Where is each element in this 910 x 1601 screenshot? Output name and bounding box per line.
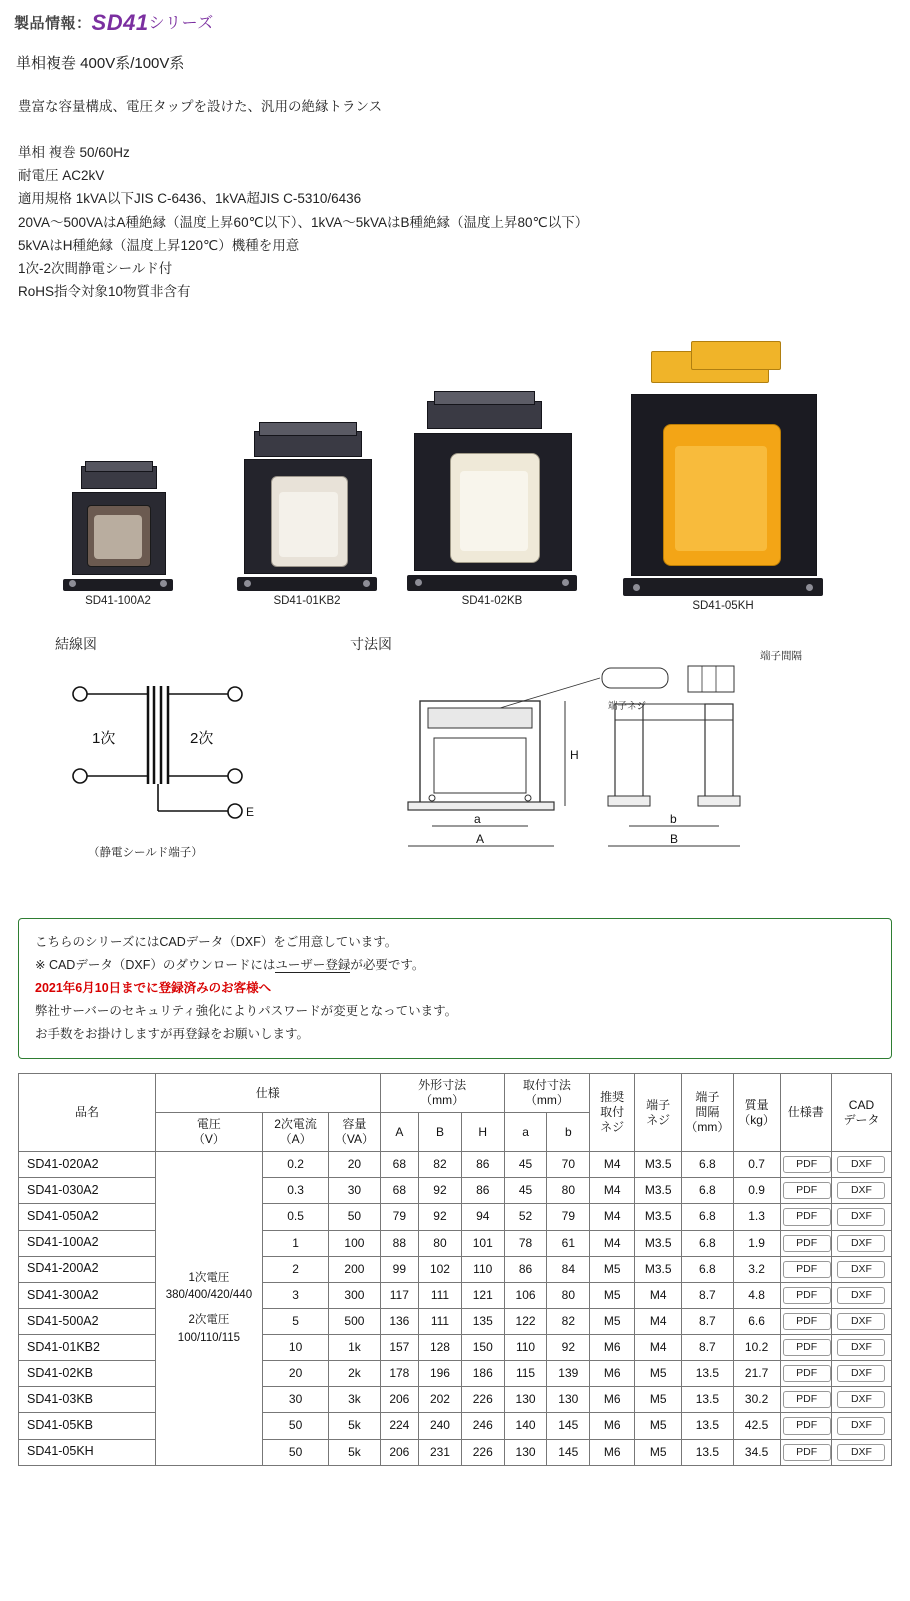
cell-weight: 0.9 [733, 1178, 780, 1204]
cell-a: 86 [504, 1256, 547, 1282]
dxf-button[interactable]: DXF [837, 1391, 885, 1408]
dxf-button[interactable]: DXF [837, 1208, 885, 1225]
pdf-button[interactable]: PDF [783, 1417, 831, 1434]
cell-b: 92 [547, 1335, 590, 1361]
cell-capacity: 30 [329, 1178, 380, 1204]
cell-current: 30 [262, 1387, 328, 1413]
cell-pitch: 6.8 [682, 1256, 733, 1282]
cell-name: SD41-500A2 [19, 1308, 156, 1334]
cell-B: 202 [419, 1387, 462, 1413]
cell-name: SD41-200A2 [19, 1256, 156, 1282]
transformer-image [623, 346, 823, 596]
cell-pitch: 6.8 [682, 1204, 733, 1230]
cell-pdf[interactable] [780, 1361, 831, 1387]
cell-pitch: 13.5 [682, 1387, 733, 1413]
cell-pdf[interactable] [780, 1439, 831, 1465]
cell-weight: 0.7 [733, 1152, 780, 1178]
cell-current: 50 [262, 1413, 328, 1439]
cell-capacity: 100 [329, 1230, 380, 1256]
cell-b: 145 [547, 1439, 590, 1465]
dxf-button[interactable]: DXF [837, 1235, 885, 1252]
cell-capacity: 50 [329, 1204, 380, 1230]
cell-pdf[interactable] [780, 1256, 831, 1282]
cell-pitch: 6.8 [682, 1178, 733, 1204]
user-registration-link[interactable]: ユーザー登録 [275, 957, 351, 972]
spec-item: 耐電圧 AC2kV [18, 168, 105, 184]
cell-pitch: 13.5 [682, 1361, 733, 1387]
cell-b: 82 [547, 1308, 590, 1334]
col-header-weight: 質量 （kg） [733, 1074, 780, 1152]
cell-terminal-screw: M3.5 [635, 1152, 682, 1178]
cell-screw: M6 [590, 1439, 635, 1465]
cell-pdf[interactable] [780, 1282, 831, 1308]
notice-line-2-post: が必要です。 [350, 957, 425, 972]
pdf-button[interactable]: PDF [783, 1339, 831, 1356]
cell-b: 84 [547, 1256, 590, 1282]
table-row [19, 1282, 892, 1308]
cell-a: 140 [504, 1413, 547, 1439]
cell-a: 45 [504, 1178, 547, 1204]
cell-B: 82 [419, 1152, 462, 1178]
cell-current: 50 [262, 1439, 328, 1465]
cell-B: 128 [419, 1335, 462, 1361]
cell-weight: 42.5 [733, 1413, 780, 1439]
dimension-diagram-title: 寸法図 [350, 635, 392, 652]
col-header-mount: 取付寸法 （mm） [504, 1074, 590, 1113]
cell-terminal-screw: M4 [635, 1308, 682, 1334]
notice-line-2-pre: ※ CADデータ（DXF）のダウンロードには [35, 957, 276, 972]
notice-line-1: こちらのシリーズにはCADデータ（DXF）をご用意しています。 [35, 934, 398, 949]
dxf-button[interactable]: DXF [837, 1444, 885, 1461]
pdf-button[interactable]: PDF [783, 1313, 831, 1330]
cell-a: 115 [504, 1361, 547, 1387]
cell-weight: 30.2 [733, 1387, 780, 1413]
cell-a: 45 [504, 1152, 547, 1178]
cell-A: 157 [380, 1335, 419, 1361]
spec-item: 適用規格 1kVA以下JIS C-6436、1kVA超JIS C-5310/6436 [18, 191, 362, 207]
cell-B: 231 [419, 1439, 462, 1465]
cell-H: 101 [461, 1230, 504, 1256]
cell-H: 86 [461, 1178, 504, 1204]
cell-pdf[interactable] [780, 1413, 831, 1439]
cell-b: 70 [547, 1152, 590, 1178]
cell-dxf[interactable] [831, 1204, 891, 1230]
cell-H: 121 [461, 1282, 504, 1308]
cell-current: 20 [262, 1361, 328, 1387]
cell-weight: 34.5 [733, 1439, 780, 1465]
spec-item: 単相 複巻 50/60Hz [18, 145, 130, 160]
cell-pdf[interactable] [780, 1152, 831, 1178]
cell-a: 122 [504, 1308, 547, 1334]
dxf-button[interactable]: DXF [837, 1417, 885, 1434]
cell-b: 80 [547, 1282, 590, 1308]
dim-a-label: a [474, 811, 481, 826]
spec-item: 1次-2次間静電シールド付 [18, 261, 173, 277]
shield-terminal-note: （静電シールド端子） [88, 846, 203, 859]
transformer-image [63, 461, 173, 591]
cell-weight: 6.6 [733, 1308, 780, 1334]
cell-B: 92 [419, 1178, 462, 1204]
page-header [0, 0, 910, 36]
cell-b: 61 [547, 1230, 590, 1256]
table-header-row-1 [19, 1074, 892, 1113]
page-title-label: 製品情報： [14, 15, 92, 32]
cell-screw: M6 [590, 1387, 635, 1413]
page-subtitle: 単相複巻 400V系/100V系 [16, 55, 185, 72]
cell-weight: 10.2 [733, 1335, 780, 1361]
cell-terminal-screw: M5 [635, 1361, 682, 1387]
pdf-button[interactable]: PDF [783, 1444, 831, 1461]
cell-current: 10 [262, 1335, 328, 1361]
cell-pdf[interactable] [780, 1308, 831, 1334]
primary-label: 1次 [92, 729, 116, 747]
secondary-label: 2次 [190, 729, 214, 747]
cell-pitch: 13.5 [682, 1413, 733, 1439]
cell-dxf[interactable] [831, 1308, 891, 1334]
cell-screw: M6 [590, 1413, 635, 1439]
cell-H: 110 [461, 1256, 504, 1282]
cell-B: 92 [419, 1204, 462, 1230]
cell-weight: 1.9 [733, 1230, 780, 1256]
col-header-spec: 仕様 [155, 1074, 380, 1113]
cell-current: 2 [262, 1256, 328, 1282]
cell-A: 88 [380, 1230, 419, 1256]
voltage-line: 1次電圧 [188, 1271, 230, 1284]
cad-data-notice [18, 918, 892, 1060]
cell-pitch: 8.7 [682, 1282, 733, 1308]
dxf-button[interactable]: DXF [837, 1365, 885, 1382]
cell-H: 150 [461, 1335, 504, 1361]
cell-capacity: 3k [329, 1387, 380, 1413]
cell-dxf[interactable] [831, 1178, 891, 1204]
cell-pitch: 8.7 [682, 1335, 733, 1361]
cell-weight: 3.2 [733, 1256, 780, 1282]
pdf-button[interactable]: PDF [783, 1261, 831, 1278]
cell-capacity: 200 [329, 1256, 380, 1282]
cell-name: SD41-050A2 [19, 1204, 156, 1230]
diagram-section [0, 626, 910, 906]
terminal-screw-label: 端子ネジ [608, 700, 647, 712]
cell-terminal-screw: M3.5 [635, 1178, 682, 1204]
cell-pdf[interactable] [780, 1335, 831, 1361]
cell-dxf[interactable] [831, 1230, 891, 1256]
col-header-H: H [461, 1113, 504, 1152]
pdf-button[interactable]: PDF [783, 1156, 831, 1173]
cell-A: 99 [380, 1256, 419, 1282]
cell-a: 106 [504, 1282, 547, 1308]
wiring-diagram-title: 結線図 [55, 635, 97, 652]
product-caption: SD41-100A2 [85, 594, 151, 607]
cell-screw: M4 [590, 1204, 635, 1230]
table-row [19, 1361, 892, 1387]
cell-pitch: 13.5 [682, 1439, 733, 1465]
cell-terminal-screw: M4 [635, 1282, 682, 1308]
cell-pitch: 6.8 [682, 1152, 733, 1178]
col-header-cad: CAD データ [831, 1074, 891, 1152]
cell-current: 0.3 [262, 1178, 328, 1204]
cell-H: 186 [461, 1361, 504, 1387]
cell-screw: M6 [590, 1361, 635, 1387]
cell-pdf[interactable] [780, 1230, 831, 1256]
cell-a: 78 [504, 1230, 547, 1256]
notice-alert-line: 2021年6月10日までに登録済みのお客様へ [35, 980, 272, 995]
cell-dxf[interactable] [831, 1152, 891, 1178]
cell-H: 226 [461, 1387, 504, 1413]
cell-H: 135 [461, 1308, 504, 1334]
series-suffix: シリーズ [148, 15, 214, 32]
dxf-button[interactable]: DXF [837, 1182, 885, 1199]
pdf-button[interactable]: PDF [783, 1208, 831, 1225]
dxf-button[interactable]: DXF [837, 1339, 885, 1356]
dim-A-label: A [476, 831, 485, 846]
voltage-line: 100/110/115 [177, 1331, 241, 1344]
table-row [19, 1308, 892, 1334]
cell-A: 68 [380, 1178, 419, 1204]
cell-screw: M4 [590, 1230, 635, 1256]
cell-terminal-screw: M3.5 [635, 1204, 682, 1230]
spec-item: 5kVAはH種絶縁（温度上昇120℃）機種を用意 [18, 237, 300, 253]
cell-pitch: 6.8 [682, 1230, 733, 1256]
dxf-button[interactable]: DXF [837, 1156, 885, 1173]
cell-terminal-screw: M4 [635, 1335, 682, 1361]
cell-b: 145 [547, 1413, 590, 1439]
cell-B: 80 [419, 1230, 462, 1256]
cell-terminal-screw: M3.5 [635, 1230, 682, 1256]
specification-table [18, 1073, 892, 1466]
cell-screw: M4 [590, 1178, 635, 1204]
cell-pdf[interactable] [780, 1204, 831, 1230]
cell-name: SD41-02KB [19, 1361, 156, 1387]
notice-line-4: 弊社サーバーのセキュリティ強化によりパスワードが変更となっています。 [35, 1003, 458, 1018]
col-header-name: 品名 [19, 1074, 156, 1152]
cell-H: 226 [461, 1439, 504, 1465]
cell-b: 139 [547, 1361, 590, 1387]
cell-terminal-screw: M5 [635, 1413, 682, 1439]
cell-b: 130 [547, 1387, 590, 1413]
cell-A: 206 [380, 1439, 419, 1465]
cell-screw: M5 [590, 1308, 635, 1334]
cell-screw: M4 [590, 1152, 635, 1178]
cell-capacity: 5k [329, 1439, 380, 1465]
cell-B: 102 [419, 1256, 462, 1282]
cell-B: 111 [419, 1308, 462, 1334]
product-photo-sd41-100a2 [48, 461, 188, 607]
cell-capacity: 5k [329, 1413, 380, 1439]
pdf-button[interactable]: PDF [783, 1287, 831, 1304]
cell-capacity: 1k [329, 1335, 380, 1361]
col-header-capacity: 容量 （VA） [329, 1113, 380, 1152]
product-photo-row [0, 326, 910, 626]
cell-A: 136 [380, 1308, 419, 1334]
col-header-b: b [547, 1113, 590, 1152]
col-header-terminal-screw: 端子 ネジ [635, 1074, 682, 1152]
cell-dxf[interactable] [831, 1256, 891, 1282]
cell-H: 246 [461, 1413, 504, 1439]
cell-name: SD41-01KB2 [19, 1335, 156, 1361]
cell-A: 68 [380, 1152, 419, 1178]
cell-a: 130 [504, 1387, 547, 1413]
cell-b: 80 [547, 1178, 590, 1204]
dim-h-label: H [570, 747, 579, 762]
dim-B-label: B [670, 831, 679, 846]
col-header-screw-rec: 推奨 取付 ネジ [590, 1074, 635, 1152]
cell-B: 240 [419, 1413, 462, 1439]
cell-terminal-screw: M5 [635, 1439, 682, 1465]
cell-a: 130 [504, 1439, 547, 1465]
cell-name: SD41-300A2 [19, 1282, 156, 1308]
voltage-line: 380/400/420/440 [165, 1289, 253, 1302]
cell-dxf[interactable] [831, 1439, 891, 1465]
earth-label: E [246, 804, 255, 819]
cell-current: 3 [262, 1282, 328, 1308]
pdf-button[interactable]: PDF [783, 1391, 831, 1408]
cell-name: SD41-05KB [19, 1413, 156, 1439]
cell-A: 178 [380, 1361, 419, 1387]
cell-dxf[interactable] [831, 1413, 891, 1439]
terminal-pitch-label: 端子間隔 [760, 649, 802, 662]
product-photo-sd41-02kb [392, 391, 592, 607]
cell-B: 196 [419, 1361, 462, 1387]
product-caption: SD41-05KH [692, 599, 754, 612]
dimension-diagram [350, 656, 870, 886]
notice-line-2 [35, 954, 877, 977]
series-name: SD41 [91, 10, 149, 35]
cell-weight: 21.7 [733, 1361, 780, 1387]
cell-voltage [155, 1152, 262, 1466]
cell-capacity: 500 [329, 1308, 380, 1334]
transformer-image [407, 391, 577, 591]
cell-pdf[interactable] [780, 1178, 831, 1204]
cell-H: 86 [461, 1152, 504, 1178]
cell-B: 111 [419, 1282, 462, 1308]
col-header-a: a [504, 1113, 547, 1152]
table-row [19, 1152, 892, 1178]
table-row [19, 1256, 892, 1282]
col-header-voltage: 電圧 （V） [155, 1113, 262, 1152]
cell-screw: M5 [590, 1282, 635, 1308]
cell-pitch: 8.7 [682, 1308, 733, 1334]
cell-A: 117 [380, 1282, 419, 1308]
cell-dxf[interactable] [831, 1361, 891, 1387]
dxf-button[interactable]: DXF [837, 1287, 885, 1304]
notice-line-5: お手数をお掛けしますが再登録をお願いします。 [35, 1027, 310, 1042]
cell-dxf[interactable] [831, 1335, 891, 1361]
col-header-terminal-pitch: 端子 間隔 （mm） [682, 1074, 733, 1152]
cell-name: SD41-05KH [19, 1439, 156, 1465]
table-row [19, 1413, 892, 1439]
cell-name: SD41-030A2 [19, 1178, 156, 1204]
table-row [19, 1230, 892, 1256]
pdf-button[interactable]: PDF [783, 1365, 831, 1382]
dxf-button[interactable]: DXF [837, 1261, 885, 1278]
product-photo-sd41-05kh [598, 346, 848, 612]
cell-name: SD41-03KB [19, 1387, 156, 1413]
dxf-button[interactable]: DXF [837, 1313, 885, 1330]
cell-current: 5 [262, 1308, 328, 1334]
cell-terminal-screw: M3.5 [635, 1256, 682, 1282]
lead-text: 豊富な容量構成、電圧タップを設けた、汎用の絶縁トランス [18, 99, 383, 114]
cell-b: 79 [547, 1204, 590, 1230]
cell-A: 224 [380, 1413, 419, 1439]
cell-a: 52 [504, 1204, 547, 1230]
cell-capacity: 2k [329, 1361, 380, 1387]
cell-a: 110 [504, 1335, 547, 1361]
col-header-A: A [380, 1113, 419, 1152]
cell-pdf[interactable] [780, 1387, 831, 1413]
cell-weight: 1.3 [733, 1204, 780, 1230]
col-header-outer: 外形寸法 （mm） [380, 1074, 504, 1113]
cell-capacity: 300 [329, 1282, 380, 1308]
product-caption: SD41-02KB [461, 594, 523, 607]
product-caption: SD41-01KB2 [273, 594, 341, 607]
page-title [14, 10, 910, 36]
col-header-current: 2次電流 （A） [262, 1113, 328, 1152]
voltage-line: 2次電圧 [188, 1314, 230, 1327]
spec-list [18, 141, 910, 304]
cell-screw: M5 [590, 1256, 635, 1282]
cell-weight: 4.8 [733, 1282, 780, 1308]
spec-item: 20VA〜500VAはA種絶縁（温度上昇60℃以下）、1kVA〜5kVAはB種絶縁（温度上昇80℃以下） [18, 214, 589, 230]
table-row [19, 1204, 892, 1230]
col-header-B: B [419, 1113, 462, 1152]
spec-item: RoHS指令対象10物質非含有 [18, 284, 191, 300]
cell-A: 79 [380, 1204, 419, 1230]
cell-capacity: 20 [329, 1152, 380, 1178]
cell-H: 94 [461, 1204, 504, 1230]
cell-current: 0.5 [262, 1204, 328, 1230]
table-row [19, 1387, 892, 1413]
transformer-image [237, 421, 377, 591]
table-row [19, 1335, 892, 1361]
cell-terminal-screw: M5 [635, 1387, 682, 1413]
table-row [19, 1178, 892, 1204]
cell-dxf[interactable] [831, 1282, 891, 1308]
cell-A: 206 [380, 1387, 419, 1413]
pdf-button[interactable]: PDF [783, 1235, 831, 1252]
cell-name: SD41-100A2 [19, 1230, 156, 1256]
cell-current: 1 [262, 1230, 328, 1256]
col-header-datasheet: 仕様書 [780, 1074, 831, 1152]
product-photo-sd41-01kb2 [222, 421, 392, 607]
cell-name: SD41-020A2 [19, 1152, 156, 1178]
pdf-button[interactable]: PDF [783, 1182, 831, 1199]
cell-dxf[interactable] [831, 1387, 891, 1413]
cell-current: 0.2 [262, 1152, 328, 1178]
dim-b-label: b [670, 811, 677, 826]
cell-screw: M6 [590, 1335, 635, 1361]
table-row [19, 1439, 892, 1465]
